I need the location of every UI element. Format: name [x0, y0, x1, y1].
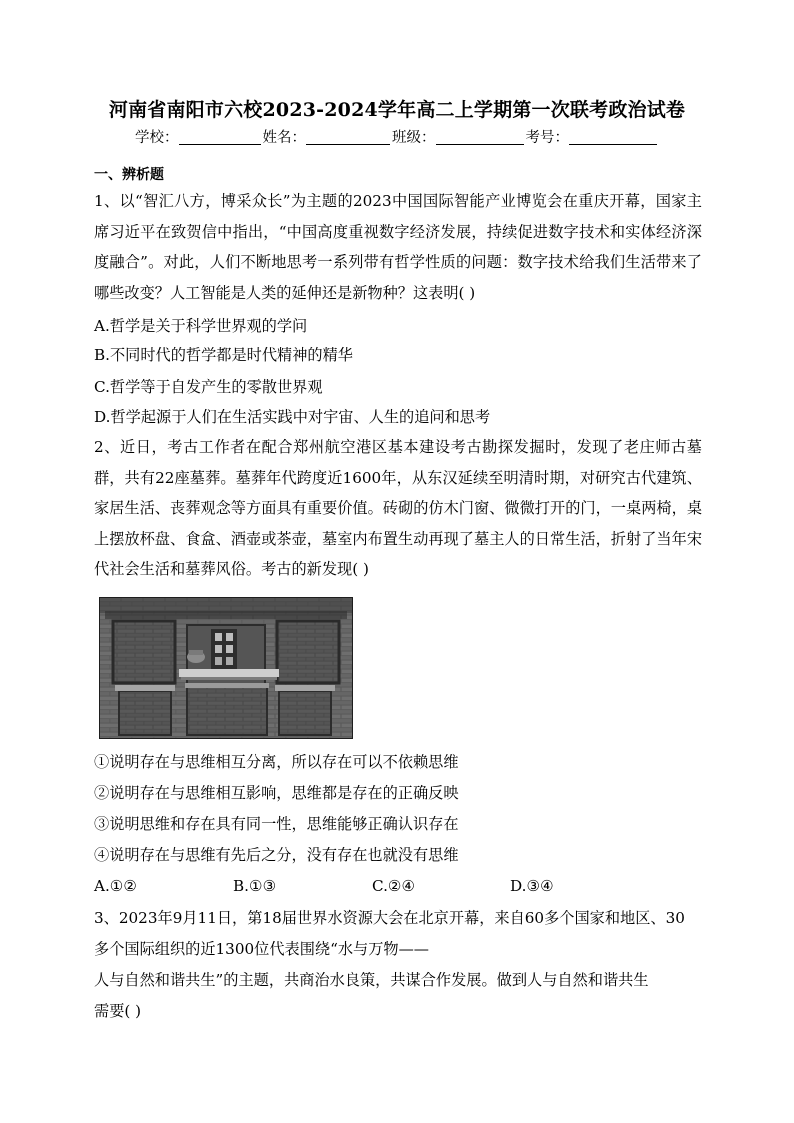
- question-2-option-a: A.①②: [94, 877, 138, 895]
- question-1-option-c: C.哲学等于自发产生的零散世界观: [94, 378, 323, 396]
- question-1-option-b: B.不同时代的哲学都是时代精神的精华: [94, 346, 353, 364]
- question-1-stem: 1、以“智汇八方，博采众长”为主题的2023中国国际智能产业博览会在重庆开幕，国家主席习近平在致贺信中指出，“中国高度重视数字经济发展，持续促进数字技术和实体经济深度融合”。对此，人们不断地思考一系列带有哲学性质的问题：数字技术给我们生活带来了哪些改变？人工智能是人类的延伸还是新物种？这表明( ): [94, 192, 702, 302]
- exam-no-blank: [569, 130, 657, 145]
- question-3-line-4: 需要( ): [94, 1002, 142, 1020]
- class-blank: [436, 130, 524, 145]
- question-3-line-2: 多个国际组织的近1300位代表围绕“水与万物——: [94, 940, 429, 958]
- name-blank: [306, 130, 390, 145]
- tomb-photo: [99, 597, 353, 739]
- school-label: 学校：: [135, 130, 179, 146]
- section-heading: 一、辨析题: [94, 167, 164, 183]
- question-2-option-d: D.③④: [510, 877, 554, 895]
- school-blank: [179, 130, 261, 145]
- question-1-option-d: D.哲学起源于人们在生活实践中对宇宙、人生的追问和思考: [94, 408, 491, 426]
- question-2-statement-2: ②说明存在与思维相互影响，思维都是存在的正确反映: [94, 784, 459, 802]
- class-label: 班级：: [392, 130, 436, 146]
- question-2-option-b: B.①③: [233, 877, 277, 895]
- exam-no-label: 考号：: [525, 130, 569, 146]
- question-2-statement-4: ④说明存在与思维有先后之分，没有存在也就没有思维: [94, 846, 459, 864]
- question-3-line-1: 3、2023年9月11日，第18届世界水资源大会在北京开幕，来自60多个国家和地区、30: [94, 909, 685, 927]
- question-2-statement-3: ③说明思维和存在具有同一性，思维能够正确认识存在: [94, 815, 459, 833]
- question-2-option-c: C.②④: [372, 877, 416, 895]
- exam-title: 河南省南阳市六校2023-2024学年高二上学期第一次联考政治试卷: [108, 99, 686, 121]
- name-label: 姓名：: [262, 130, 306, 146]
- question-2-statement-1: ①说明存在与思维相互分离，所以存在可以不依赖思维: [94, 753, 459, 771]
- question-3-line-3: 人与自然和谐共生”的主题，共商治水良策，共谋合作发展。做到人与自然和谐共生: [94, 971, 649, 989]
- question-2-stem: 2、近日，考古工作者在配合郑州航空港区基本建设考古勘探发掘时，发现了老庄师古墓群，共有22座墓葬。墓葬年代跨度近1600年，从东汉延续至明清时期，对研究古代建筑、家居生活、丧葬观念等方面具有重要价值。砖砌的仿木门窗、微微打开的门，一桌两椅，桌上摆放杯盘、食盒、酒壶或茶壶，墓室内布置生动再现了墓主人的日常生活，折射了当年宋代社会生活和墓葬风俗。考古的新发现( ): [94, 438, 702, 578]
- student-info-line: [0, 126, 794, 147]
- question-1-option-a: A.哲学是关于科学世界观的学问: [94, 317, 308, 335]
